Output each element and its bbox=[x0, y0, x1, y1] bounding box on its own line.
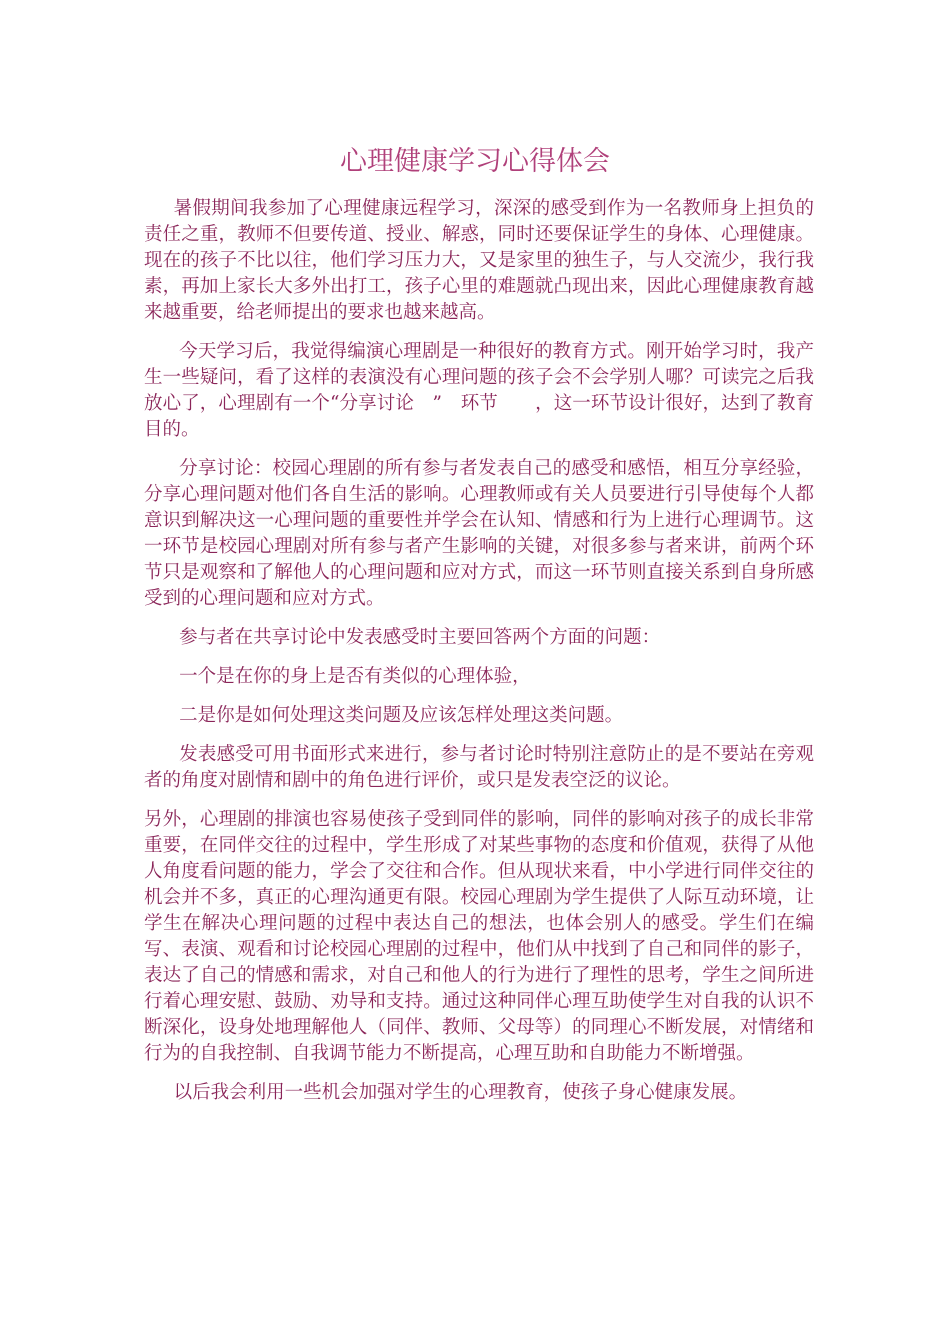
paragraph-question-two: 二是你是如何处理这类问题及应该怎样处理这类问题。 bbox=[179, 705, 624, 726]
paragraph-today-study: 今天学习后，我觉得编演心理剧是一种很好的教育方式。刚开始学习时，我产生一些疑问，看了这样的表演没有心理问题的孩子会不会学别人哪？可读完之后我放心了，心理剧有一个“分享讨论 ” 环节 ，这一环节设计很好，达到了教育目的。 bbox=[144, 341, 814, 440]
paragraph-share-discussion: 分享讨论：校园心理剧的所有参与者发表自己的感受和感悟，相互分享经验，分享心理问题对他们各自生活的影响。心理教师或有关人员要进行引导使每个人都意识到解决这一心理问题的重要性并学会在认知、情感和行为上进行心理调节。这一环节是校园心理剧对所有参与者产生影响的关键，对很多参与者来讲，前两个环节只是观察和了解他人的心理问题和应对方式，而这一环节则直接关系到自身所感受到的心理问题和应对方式。 bbox=[144, 458, 814, 609]
paragraph-two-questions: 参与者在共享讨论中发表感受时主要回答两个方面的问题： bbox=[179, 627, 661, 648]
document-title: 心理健康学习心得体会 bbox=[340, 146, 610, 177]
paragraph-written-form: 发表感受可用书面形式来进行，参与者讨论时特别注意防止的是不要站在旁观者的角度对剧情和剧中的角色进行评价，或只是发表空泛的议论。 bbox=[144, 744, 814, 791]
paragraph-intro: 暑假期间我参加了心理健康远程学习，深深的感受到作为一名教师身上担负的责任之重，教师不但要传道、授业、解惑，同时还要保证学生的身体、心理健康。现在的孩子不比以往，他们学习压力大，又是家里的独生子，与人交流少，我行我素，再加上家长大多外出打工，孩子心里的难题就凸现出来，因此心理健康教育越来越重要，给老师提出的要求也越来越高。 bbox=[144, 198, 814, 323]
document-body bbox=[144, 196, 814, 1119]
paragraph-conclusion: 以后我会利用一些机会加强对学生的心理教育，使孩子身心健康发展。 bbox=[173, 1082, 748, 1103]
paragraph-question-one: 一个是在你的身上是否有类似的心理体验， bbox=[179, 666, 531, 687]
paragraph-peer-influence: 另外，心理剧的排演也容易使孩子受到同伴的影响，同伴的影响对孩子的成长非常重要，在同伴交往的过程中，学生形成了对某些事物的态度和价值观，获得了从他人角度看问题的能力，学会了交往和合作。但从现状来看，中小学进行同伴交往的机会并不多，真正的心理沟通更有限。校园心理剧为学生提供了人际互动环境，让学生在解决心理问题的过程中表达自己的想法，也体会别人的感受。学生们在编写、表演、观看和讨论校园心理剧的过程中，他们从中找到了自己和同伴的影子，表达了自己的情感和需求，对自己和他人的行为进行了理性的思考，学生之间所进行着心理安慰、鼓励、劝导和支持。通过这种同伴心理互助使学生对自我的认识不断深化，设身处地理解他人（同伴、教师、父母等）的同理心不断发展，对情绪和行为的自我控制、自我调节能力不断提高，心理互助和自助能力不断增强。 bbox=[144, 809, 814, 1064]
